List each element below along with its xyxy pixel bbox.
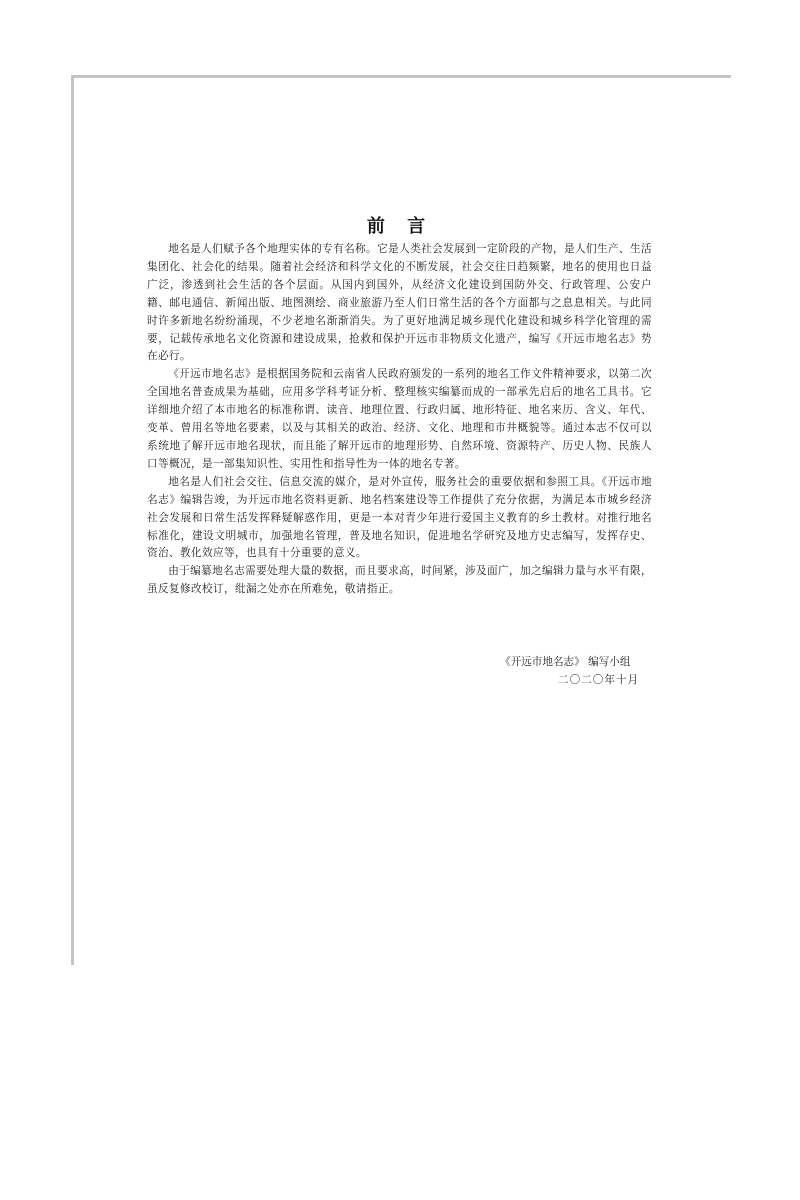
signature-author: 《开远市地名志》 编写小组 (500, 656, 631, 668)
paragraph-3: 地名是人们社会交往、信息交流的媒介，是对外宣传，服务社会的重要依据和参照工具。《开远市地名志》编辑告竣，为开远市地名资料更新、地名档案建设等工作提供了充分依据，为满足本市城乡经济社会发展和日常生活发挥释疑解惑作用，更是一本对青少年进行爱国主义教育的乡土教材。对推行地名标准化，建设文明城市，加强地名管理，普及地名知识，促进地名学研究及地方史志编写，发挥存史、资治、教化效应等，也具有十分重要的意义。 (147, 475, 652, 560)
signature-date: 二〇二〇年十月 (558, 673, 640, 686)
paragraph-2: 《开远市地名志》是根据国务院和云南省人民政府颁发的一系列的地名工作文件精神要求，以第二次全国地名普查成果为基础，应用多学科考证分析、整理核实编纂而成的一部承先启后的地名工具书。它详细地介绍了本市地名的标准称谓、读音、地理位置、行政归属、地形特征、地名来历、含义、年代、变革、曾用名等地名要素，以及与其相关的政治、经济、文化、地理和市井概貌等。通过本志不仅可以系统地了解开远市地名现状，而且能了解开远市的地理形势、自然环境、资源特产、历史人物、民族人口等概况，是一部集知识性、实用性和指导性为一体的地名专著。 (147, 368, 652, 470)
signature-block (500, 654, 660, 690)
paragraph-4: 由于编纂地名志需要处理大量的数据，而且要求高，时间紧，涉及面广，加之编辑力量与水平有限，虽反复修改校订，纰漏之处亦在所难免，敬请指正。 (147, 565, 652, 596)
paragraph-1: 地名是人们赋予各个地理实体的专有名称。它是人类社会发展到一定阶段的产物，是人们生产、生活集团化、社会化的结果。随着社会经济和科学文化的不断发展，社会交往日趋频繁，地名的使用也日益广泛，渗透到社会生活的各个层面。从国内到国外，从经济文化建设到国防外交、行政管理、公安户籍、邮电通信、新闻出版、地图测绘、商业旅游乃至人们日常生活的各个方面都与之息息相关。与此同时许多新地名纷纷涌现，不少老地名渐渐消失。为了更好地满足城乡现代化建设和城乡科学化管理的需要，记载传承地名文化资源和建设成果，抢救和保护开远市非物质文化遗产，编写《开远市地名志》势在必行。 (147, 243, 652, 363)
preface-body (147, 241, 652, 599)
page-title: 前 言 (366, 216, 434, 237)
